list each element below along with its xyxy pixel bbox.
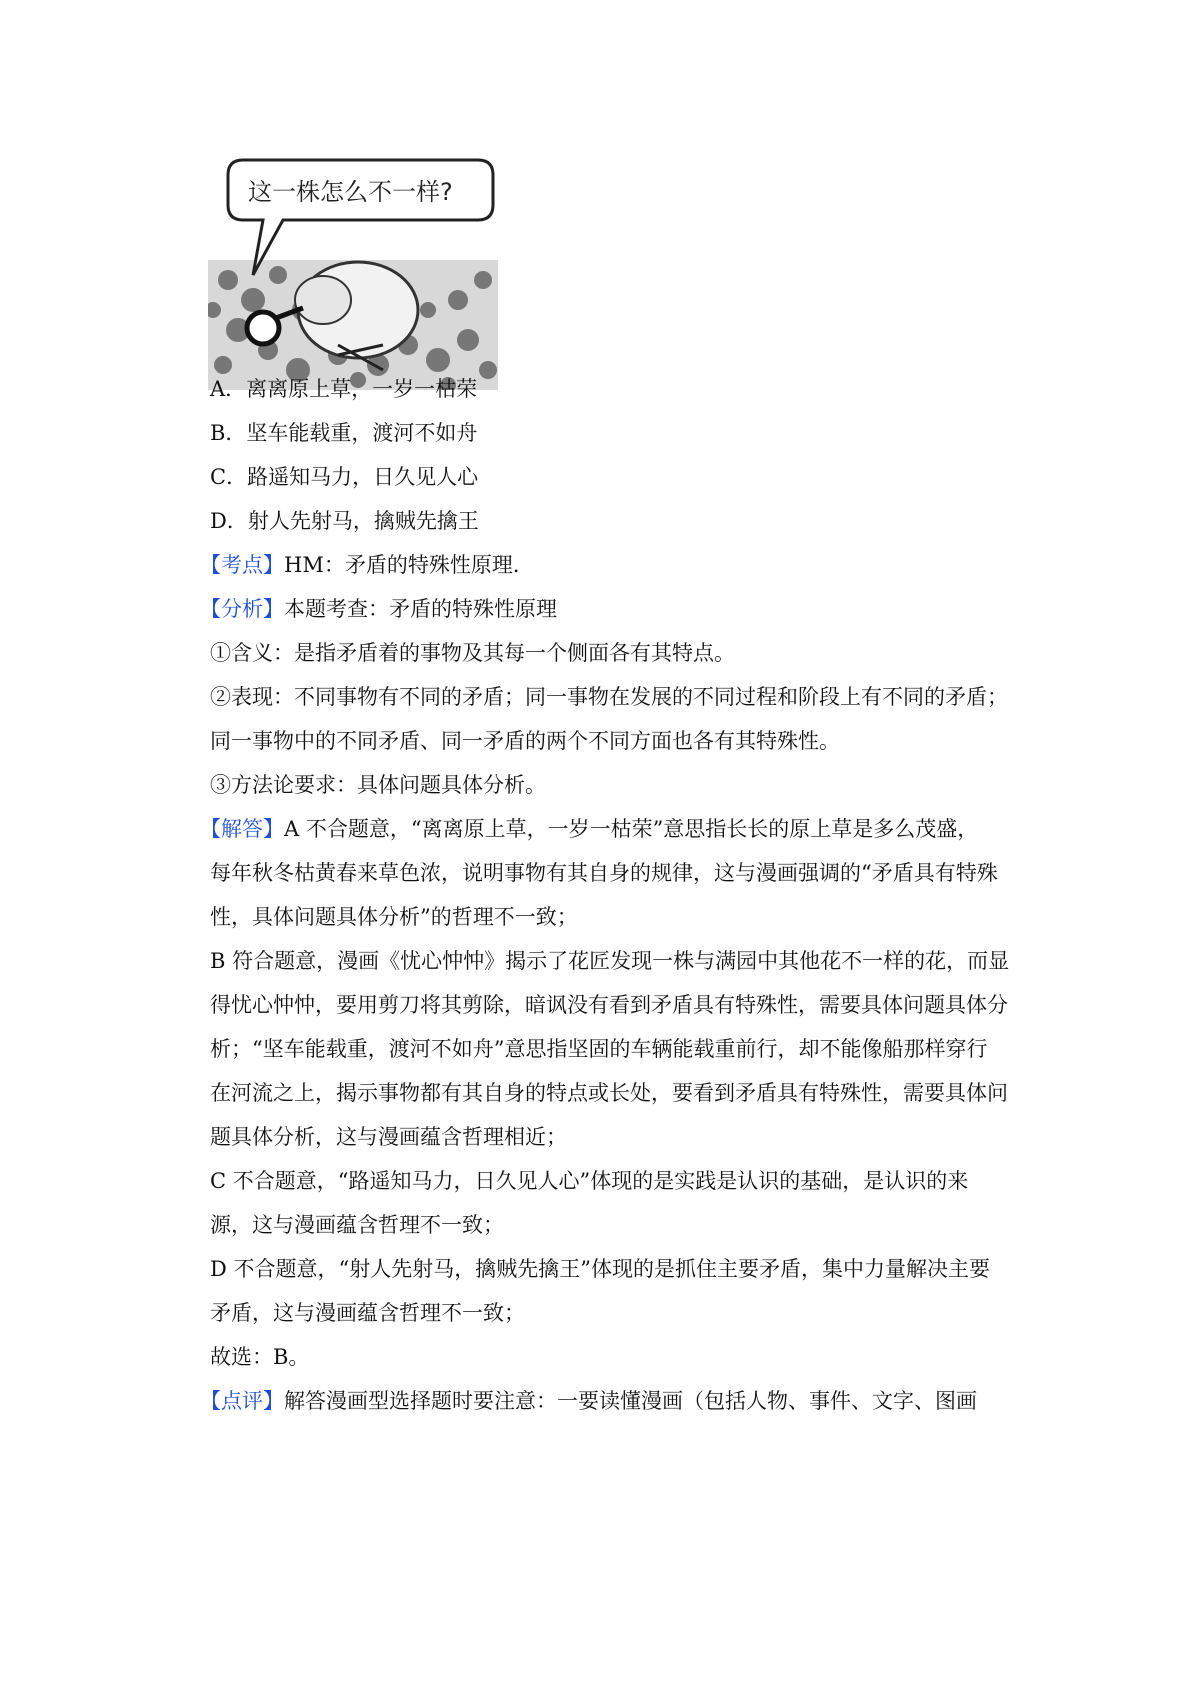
kaodian-text: HM：矛盾的特殊性原理． (284, 553, 534, 577)
cartoon-illustration (208, 150, 498, 390)
dianping-text: 解答漫画型选择题时要注意：一要读懂漫画（包括人物、事件、文字、图画 (284, 1389, 977, 1413)
option-c: C．路遥知马力，日久见人心 (210, 465, 479, 489)
speech-text: 这一株怎么不一样? (248, 178, 453, 206)
dianping-line (200, 1389, 977, 1413)
fenxi-point-3: ③方法论要求：具体问题具体分析。 (210, 773, 546, 797)
jieda-tag: 【解答】 (200, 817, 284, 841)
jieda-b3: 析；“坚车能载重，渡河不如舟”意思指坚固的车辆能载重前行，却不能像船那样穿行 (210, 1037, 988, 1061)
option-a: A．离离原上草，一岁一枯荣 (210, 377, 478, 401)
jieda-a1: A 不合题意，“离离原上草，一岁一枯荣”意思指长长的原上草是多么茂盛， (284, 817, 979, 841)
jieda-b2: 得忧心忡忡，要用剪刀将其剪除，暗讽没有看到矛盾具有特殊性，需要具体问题具体分 (210, 993, 1008, 1017)
jieda-a2: 每年秋冬枯黄春来草色浓，说明事物有其自身的规律，这与漫画强调的“矛盾具有特殊 (210, 861, 998, 885)
jieda-d2: 矛盾，这与漫画蕴含哲理不一致； (210, 1301, 525, 1325)
fenxi-point-2a: ②表现：不同事物有不同的矛盾；同一事物在发展的不同过程和阶段上有不同的矛盾； (210, 685, 1008, 709)
jieda-d1: D 不合题意，“射人先射马，擒贼先擒王”体现的是抓住主要矛盾，集中力量解决主要 (210, 1257, 990, 1281)
fenxi-point-1: ①含义：是指矛盾着的事物及其每一个侧面各有其特点。 (210, 641, 735, 665)
option-b: B．坚车能载重，渡河不如舟 (210, 421, 478, 445)
magnifier-lens (247, 312, 279, 344)
jieda-b4: 在河流之上，揭示事物都有其自身的特点或长处，要看到矛盾具有特殊性，需要具体问 (210, 1081, 1008, 1105)
kaodian-line (200, 553, 534, 577)
fenxi-point-2b: 同一事物中的不同矛盾、同一矛盾的两个不同方面也各有其特殊性。 (210, 729, 840, 753)
gardener-head (295, 276, 351, 324)
jieda-c1: C 不合题意，“路遥知马力，日久见人心”体现的是实践是认识的基础，是认识的来 (210, 1169, 969, 1193)
jieda-c2: 源，这与漫画蕴含哲理不一致； (210, 1213, 504, 1237)
jieda-b5: 题具体分析，这与漫画蕴含哲理相近； (210, 1125, 567, 1149)
jieda-answer: 故选：B。 (210, 1345, 310, 1369)
dianping-tag: 【点评】 (200, 1389, 284, 1413)
fenxi-line (200, 597, 557, 621)
fenxi-tag: 【分析】 (200, 597, 284, 621)
kaodian-tag: 【考点】 (200, 553, 284, 577)
jieda-line-1 (200, 817, 978, 841)
option-d: D．射人先射马，擒贼先擒王 (210, 509, 479, 533)
fenxi-text: 本题考查：矛盾的特殊性原理 (284, 597, 557, 621)
jieda-b1: B 符合题意，漫画《忧心忡忡》揭示了花匠发现一株与满园中其他花不一样的花，而显 (210, 949, 1010, 973)
jieda-a3: 性，具体问题具体分析”的哲理不一致； (210, 905, 578, 929)
